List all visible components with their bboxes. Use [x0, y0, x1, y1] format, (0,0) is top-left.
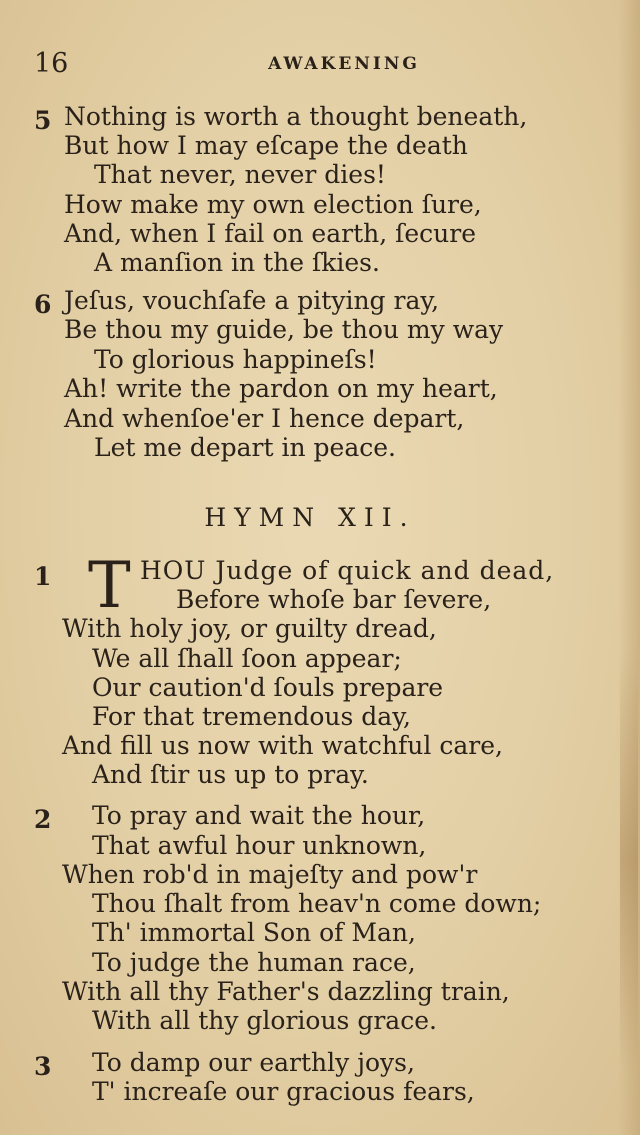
verse-line: Ah! write the pardon on my heart, — [64, 374, 498, 403]
verse-line: To glorious happineſs! — [94, 345, 377, 374]
stanza-line: For that tremendous day, — [92, 702, 411, 731]
running-head: AWAKENING — [268, 54, 420, 74]
stanza-line: That awful hour unknown, — [92, 831, 427, 860]
verse-line: But how I may eſcape the death — [64, 131, 468, 160]
stanza-line: When rob'd in majeſty and pow'r — [62, 860, 478, 889]
hymn-title: HYMN XII. — [204, 503, 416, 532]
stanza-line: And ſtir us up to pray. — [92, 760, 369, 789]
verse-line: Nothing is worth a thought beneath, — [64, 102, 528, 131]
stanza-line: T' increaſe our gracious fears, — [92, 1077, 475, 1106]
stanza-line: With all thy glorious grace. — [92, 1006, 437, 1035]
verse-line: A manſion in the ſkies. — [94, 248, 380, 277]
verse-line: And, when I fail on earth, ſecure — [64, 219, 476, 248]
verse-line: And whenſoe'er I hence depart, — [64, 404, 465, 433]
verse-line: That never, never dies! — [94, 160, 386, 189]
stanza-line: And fill us now with watchful care, — [62, 731, 503, 760]
drop-cap: T — [88, 549, 131, 623]
stanza-number: 1 — [34, 562, 52, 591]
verse-number: 5 — [34, 106, 52, 135]
stanza-line: Thou ſhalt from heav'n come down; — [92, 889, 542, 918]
stanza-line: To pray and wait the hour, — [92, 801, 426, 830]
stanza-line: To judge the human race, — [92, 948, 416, 977]
verse-line: Let me depart in peace. — [94, 433, 396, 462]
page-header — [34, 48, 594, 88]
stanza-number: 3 — [34, 1052, 52, 1081]
stanza-line: To damp our earthly joys, — [92, 1048, 415, 1077]
stanza-line: We all ſhall ſoon appear; — [92, 644, 402, 673]
stanza-line: Th' immortal Son of Man, — [92, 918, 416, 947]
stanza-first-line: HOU Judge of quick and dead, — [140, 556, 555, 585]
stanza-line: Before whoſe bar ſevere, — [176, 585, 492, 614]
stanza-line: With all thy Father's dazzling train, — [62, 977, 510, 1006]
verse-line: How make my own election ſure, — [64, 190, 482, 219]
page-stain — [620, 650, 638, 1070]
stanza-number: 2 — [34, 805, 52, 834]
page-number: 16 — [34, 48, 69, 79]
verse-line: Jeſus, vouchſafe a pitying ray, — [64, 286, 440, 315]
stanza-line: Our caution'd ſouls prepare — [92, 673, 444, 702]
verse-line: Be thou my guide, be thou my way — [64, 315, 504, 344]
stanza-line: With holy joy, or guilty dread, — [62, 614, 437, 643]
verse-number: 6 — [34, 290, 52, 319]
